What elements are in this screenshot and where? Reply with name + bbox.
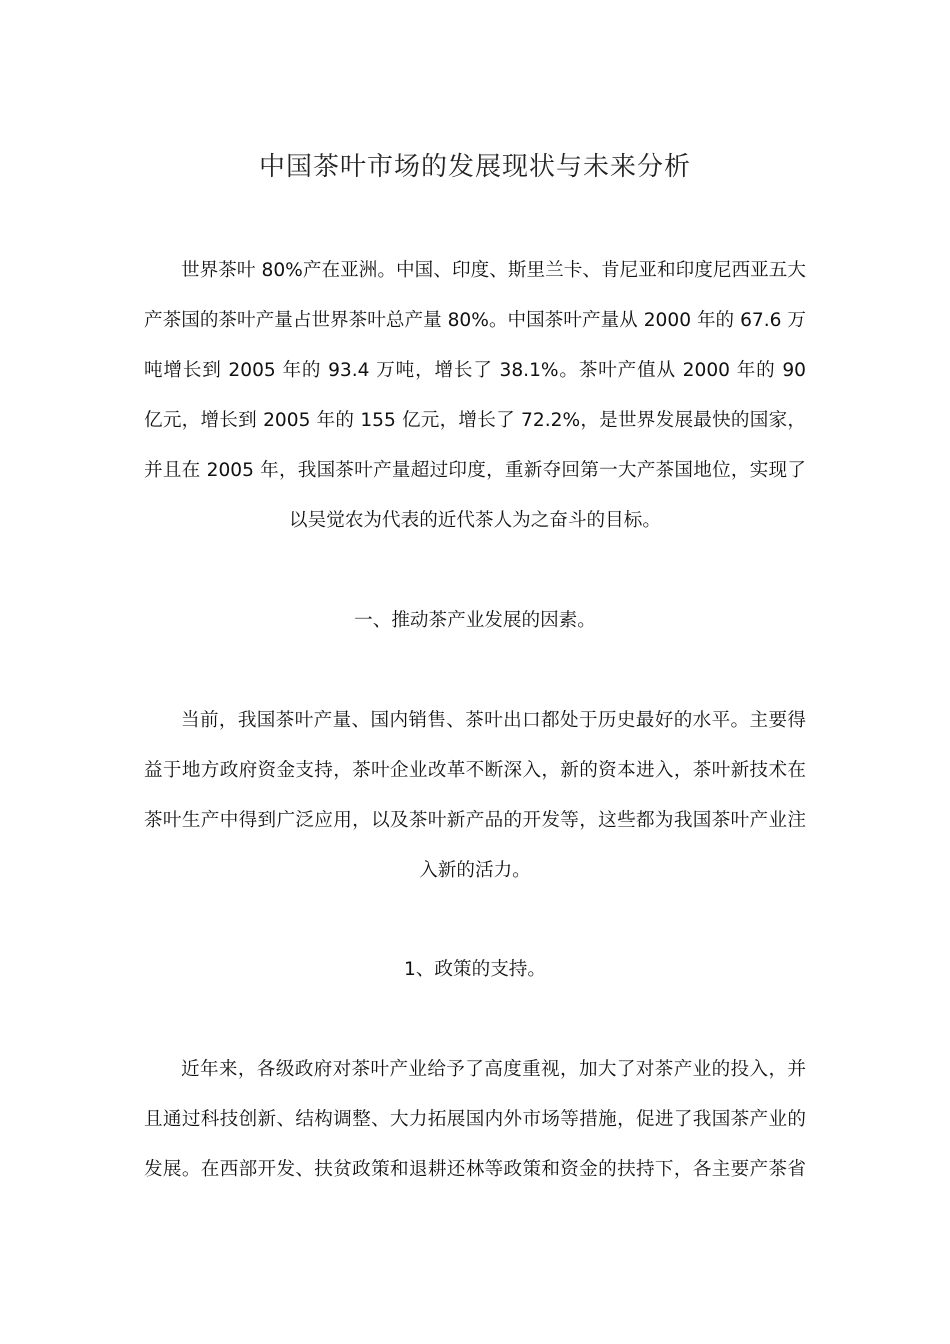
document-title: 中国茶叶市场的发展现状与未来分析 — [258, 152, 691, 182]
subsection-heading-policy: 1、政策的支持。 — [404, 959, 546, 980]
paragraph-tea-production: 世界茶叶 80%产在亚洲。中国、印度、斯里兰卡、肯尼亚和印度尼西亚五大产茶国的茶叶产量占世界茶叶总产量 80%。中国茶叶产量从 2000 年的 67.6 万吨增长到 2005 年的 93.4 万吨，增长了 38.1%。茶叶产值从 2000 年的 90 亿元，增长到 2005 年的 155 亿元，增长了 72.2%，是世界发展最快的国家，并且在 2005 年，我国茶叶产量超过印度，重新夺回第一大产茶国地位，实现了以吴觉农为代表的近代茶人为之奋斗的目标。 — [144, 260, 806, 531]
paragraph-policy-support: 近年来，各级政府对茶叶产业给予了高度重视，加大了对茶产业的投入，并且通过科技创新、结构调整、大力拓展国内外市场等措施，促进了我国茶产业的发展。在西部开发、扶贫政策和退耕还林等政策和资金的扶持下，各主要产茶省 — [144, 1059, 806, 1180]
section-heading-factors: 一、推动茶产业发展的因素。 — [354, 610, 596, 631]
paragraph-current-status: 当前，我国茶叶产量、国内销售、茶叶出口都处于历史最好的水平。主要得益于地方政府资金支持，茶叶企业改革不断深入，新的资本进入，茶叶新技术在茶叶生产中得到广泛应用，以及茶叶新产品的开发等，这些都为我国茶叶产业注入新的活力。 — [144, 710, 806, 881]
